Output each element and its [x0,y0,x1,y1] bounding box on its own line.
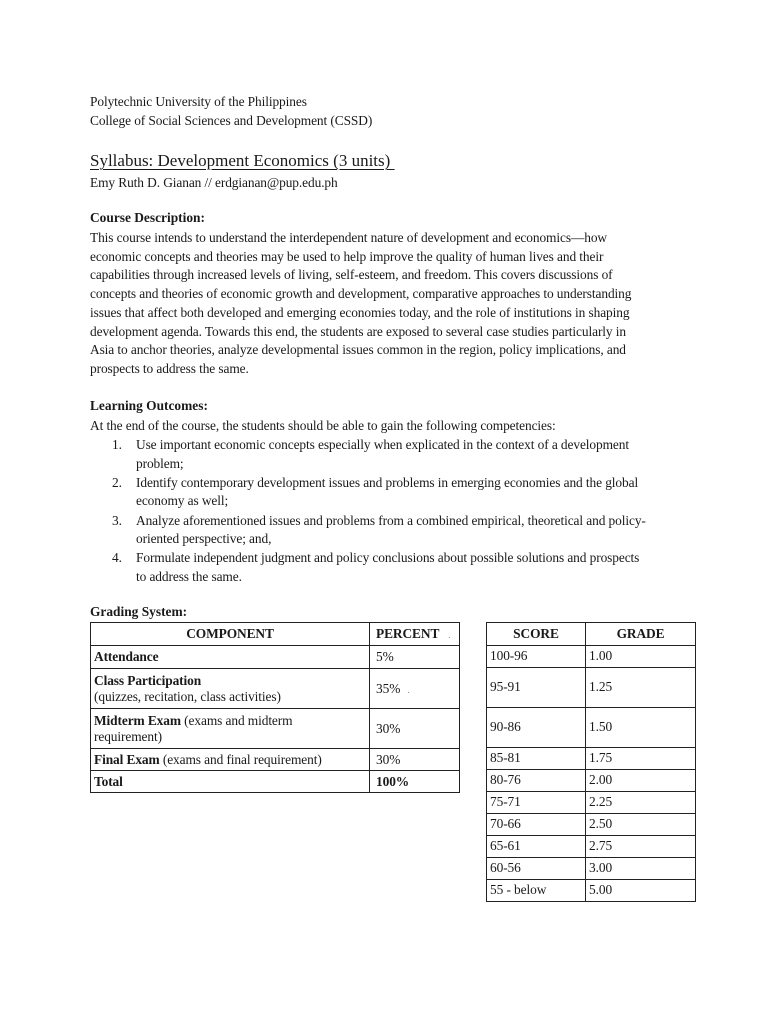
stray-mark: . [407,684,410,695]
percent-cell: 30% [370,749,460,771]
item-number: 1. [112,437,122,452]
learning-outcomes-heading: Learning Outcomes: [90,398,208,413]
score-cell: 90-86 [487,708,586,748]
component-detail-cont: requirement) [94,728,162,744]
list-item [90,512,690,549]
component-detail: (exams and final requirement) [159,751,322,767]
score-cell: 75-71 [487,792,586,814]
component-header: COMPONENT [91,623,370,646]
description-line: Asia to anchor theories, analyze developmental issues common in the region, policy implications, and [90,342,626,358]
percent-cell: 30% [370,709,460,749]
score-cell: 70-66 [487,814,586,836]
component-cell [91,669,370,709]
list-item [90,474,690,511]
component-cell [91,771,370,793]
item-text: Analyze aforementioned issues and problems from a combined empirical, theoretical and policy- [136,512,646,528]
item-number: 4. [112,550,122,566]
component-detail: (quizzes, recitation, class activities) [94,688,281,704]
item-text: Identify contemporary development issues and problems in emerging economies and the global [136,474,639,490]
list-item [90,549,690,586]
table-row [91,669,460,709]
item-text-cont: economy as well; [136,493,229,509]
description-line: development agenda. Towards this end, the students are exposed to several case studies particularly in [90,323,626,339]
description-line: concepts and theories of economic growth and development, comparative approaches to understanding [90,286,632,302]
score-cell: 95-91 [487,668,586,708]
item-number: 3. [112,512,122,528]
item-text-cont: to address the same. [136,568,242,584]
grade-cell: 1.25 [586,668,696,708]
component-cell [91,709,370,749]
table-row [487,668,696,708]
table-total-row [91,771,460,793]
table-row [487,858,696,880]
item-text: Formulate independent judgment and policy conclusions about possible solutions and prospects [136,550,640,566]
grade-cell: 1.50 [586,708,696,748]
author-line: Emy Ruth D. Gianan // erdgianan@pup.edu.ph [90,175,338,190]
score-cell: 65-61 [487,836,586,858]
percent-cell: 100% [370,771,460,793]
score-table [486,622,696,902]
learning-outcomes-list [90,436,690,587]
description-line: This course intends to understand the interdependent nature of development and economics—how [90,230,607,245]
description-line: capabilities through increased levels of living, self-esteem, and freedom. This covers discussions of [90,267,613,283]
component-name: Final Exam [94,751,160,767]
component-table [90,622,460,793]
score-cell: 100-96 [487,646,586,668]
score-cell: 60-56 [487,858,586,880]
description-line: issues that affect both developed and emerging economies today, and the role of institutions in shaping [90,304,630,320]
item-text-cont: oriented perspective; and, [136,531,272,547]
item-number: 2. [112,474,122,490]
table-row [91,646,460,669]
component-detail: (exams and midterm [180,712,293,728]
percent-header: PERCENT [376,626,440,641]
grade-cell: 3.00 [586,858,696,880]
stray-mark: . [448,630,451,640]
table-row [91,709,460,749]
list-item [90,436,690,473]
percent-header-cell [370,623,460,646]
score-cell: 55 - below [487,880,586,902]
grade-cell: 1.75 [586,748,696,770]
course-description-heading: Course Description: [90,210,205,225]
score-cell: 80-76 [487,770,586,792]
table-row [91,749,460,771]
learning-outcomes-intro: At the end of the course, the students should be able to gain the following competencies: [90,418,556,433]
grading-system-heading: Grading System: [90,604,188,619]
score-cell: 85-81 [487,748,586,770]
description-line: prospects to address the same. [90,360,249,376]
grade-cell: 2.25 [586,792,696,814]
item-text: Use important economic concepts especially when explicated in the context of a development [136,437,629,452]
table-row [487,836,696,858]
component-name: Total [94,773,123,789]
course-description-text [90,229,670,379]
component-name: Class Participation [94,672,202,688]
table-header-row [91,623,460,646]
university-name: Polytechnic University of the Philippines [90,94,307,109]
component-name: Attendance [94,649,159,664]
syllabus-title: Syllabus: Development Economics (3 units) [90,151,395,170]
component-cell [91,749,370,771]
table-header-row [487,623,696,646]
percent-cell [370,669,460,709]
description-line: economic concepts and theories may be used to help improve the quality of human lives and their [90,248,604,264]
table-row [487,814,696,836]
percent-value: 35% [376,680,401,696]
grade-cell: 2.00 [586,770,696,792]
table-row [487,748,696,770]
table-row [487,646,696,668]
score-header: SCORE [487,623,586,646]
component-name: Midterm Exam [94,712,181,728]
grade-cell: 2.50 [586,814,696,836]
table-row [487,792,696,814]
grade-cell: 5.00 [586,880,696,902]
grade-cell: 1.00 [586,646,696,668]
table-row [487,770,696,792]
college-name: College of Social Sciences and Development (CSSD) [90,113,373,128]
percent-cell: 5% [370,646,460,669]
component-cell [91,646,370,669]
table-row [487,708,696,748]
table-row [487,880,696,902]
item-text-cont: problem; [136,455,184,471]
grade-header: GRADE [586,623,696,646]
grade-cell: 2.75 [586,836,696,858]
